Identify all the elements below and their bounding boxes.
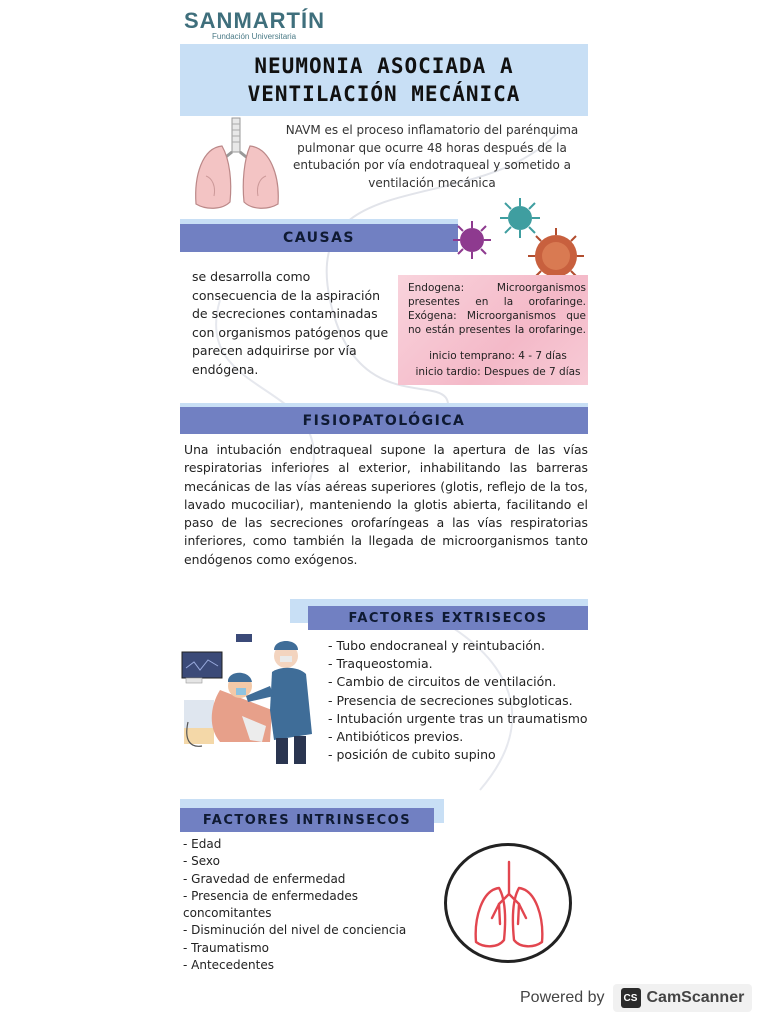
fisiopatologica-text: Una intubación endotraqueal supone la apertura de las vías respiratorias inferiores al exterior, inhabilitando las barreras mecánicas de las vías aéreas superiores (glotis, reflejo de la tos, lavado mucociliar), manteniendo la glotis abierta, facilitando el paso de las secreciones orofaríngeas a las vías respiratorias inferiores, como también la llegada de microorganismos tanto endógenos como exógenos. — [184, 442, 588, 567]
list-item: - Presencia de enfermedades concomitantes — [183, 888, 358, 921]
camscanner-brand: CamScanner — [646, 989, 745, 1006]
list-item: - Tubo endocraneal y reintubación. — [328, 638, 545, 653]
fisiopatologica-heading-text: FISIOPATOLÓGICA — [302, 412, 466, 429]
doctor-patient-illustration — [180, 630, 320, 766]
intrinsecos-heading — [180, 808, 434, 832]
exogena-text: Exógena: Microorganismos que no están presentes la orofaringe. — [408, 310, 586, 336]
title-line-1: NEUMONIA ASOCIADA A — [254, 54, 514, 78]
list-item: - Cambio de circuitos de ventilación. — [328, 674, 557, 690]
list-item: - Antibióticos previos. — [328, 729, 464, 745]
causas-text: se desarrolla como consecuencia de la aspiración de secreciones contaminadas con organismos patógenos que parecen adquirirse por vía endógena. — [192, 269, 389, 377]
list-item: - Presencia de secreciones subgloticas. — [328, 692, 573, 708]
camscanner-icon: CS — [621, 988, 641, 1008]
logo — [184, 8, 325, 41]
causas-heading-text: CAUSAS — [282, 230, 356, 246]
logo-name: SANMARTÍN — [184, 8, 325, 33]
inicio-tardio-text: inicio tardio: Despues de 7 días — [415, 366, 581, 378]
list-item: - Sexo — [183, 854, 221, 869]
causas-heading — [180, 224, 458, 252]
title-banner — [180, 44, 588, 116]
list-item: - Intubación urgente tras un traumatismo — [328, 710, 588, 726]
lungs-outline-icon — [472, 860, 546, 950]
list-item: - Traqueostomia. — [328, 656, 433, 672]
list-item: - posición de cubito supino — [328, 747, 496, 763]
list-item: - Traumatismo — [183, 940, 269, 955]
extrinsecos-heading — [308, 606, 588, 630]
extrinsecos-list — [328, 637, 590, 764]
list-item: - Edad — [183, 837, 222, 851]
list-item: - Disminución del nivel de conciencia — [183, 923, 407, 938]
intrinsecos-list — [183, 836, 433, 974]
extrinsecos-heading-text: FACTORES EXTRISECOS — [348, 610, 548, 626]
causas-info-box — [398, 275, 588, 385]
camscanner-badge — [613, 984, 753, 1012]
title-line-2: VENTILACIÓN MECÁNICA — [247, 82, 521, 106]
logo-subtitle: Fundación Universitaria — [212, 32, 297, 41]
endogena-text: Endogena: Microorganismos presentes en la orofaringe. — [408, 282, 586, 308]
virus-icon — [446, 194, 590, 286]
list-item: - Antecedentes — [183, 958, 274, 973]
intrinsecos-heading-text: FACTORES INTRINSECOS — [202, 812, 412, 828]
fisiopatologica-heading — [180, 407, 588, 434]
powered-by-text: Powered by — [520, 989, 605, 1006]
intro-text: NAVM es el proceso inflamatorio del parénquima pulmonar que ocurre 48 horas después de la entubación por vía endotraqueal y sometido a ventilación mecánica — [285, 123, 579, 190]
camscanner-footer — [520, 982, 756, 1014]
list-item: - Gravedad de enfermedad — [183, 871, 346, 886]
inicio-temprano-text: inicio temprano: 4 - 7 días — [429, 350, 567, 362]
lungs-illustration-icon — [192, 116, 282, 212]
